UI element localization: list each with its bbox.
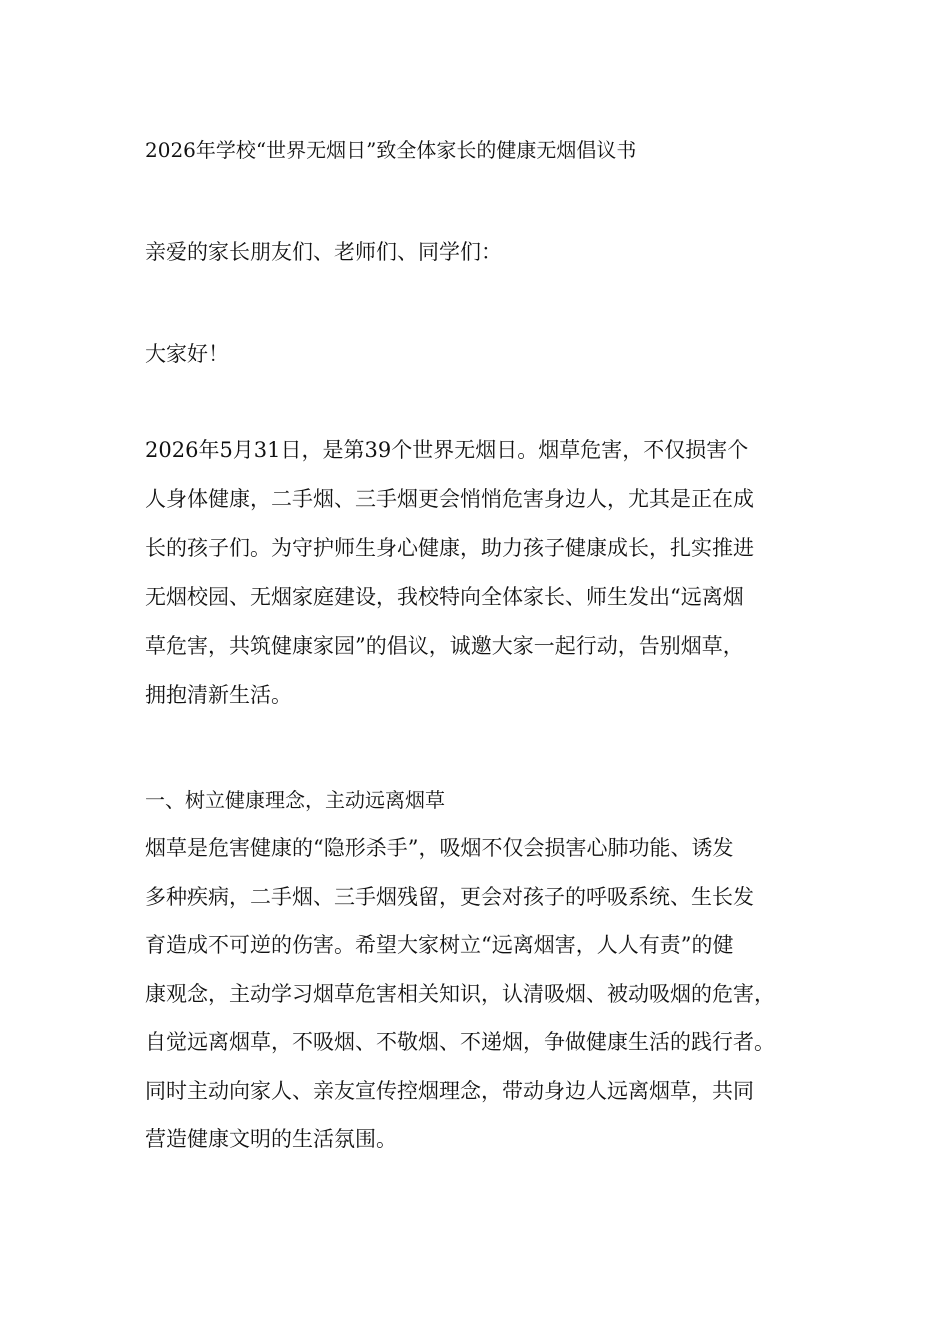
salutation: 亲爱的家长朋友们、老师们、同学们： — [145, 240, 502, 264]
paragraph-line: 育造成不可逆的伤害。希望大家树立“远离烟害，人人有责”的健 — [145, 933, 734, 957]
paragraph-line: 自觉远离烟草，不吸烟、不敬烟、不递烟，争做健康生活的践行者。 — [145, 1030, 775, 1054]
section-heading: 一、树立健康理念，主动远离烟草 — [145, 788, 445, 812]
paragraph-line: 多种疾病，二手烟、三手烟残留，更会对孩子的呼吸系统、生长发 — [145, 884, 754, 909]
paragraph-line: 同时主动向家人、亲友宣传控烟理念，带动身边人远离烟草，共同 — [145, 1078, 754, 1103]
greeting: 大家好！ — [145, 342, 229, 366]
paragraph-line: 烟草是危害健康的“隐形杀手”，吸烟不仅会损害心肺功能、诱发 — [145, 836, 734, 860]
paragraph-line: 人身体健康，二手烟、三手烟更会悄悄危害身边人，尤其是正在成 — [145, 487, 754, 511]
paragraph-line: 无烟校园、无烟家庭建设，我校特向全体家长、师生发出“远离烟 — [145, 585, 744, 609]
paragraph-line: 拥抱清新生活。 — [145, 683, 292, 707]
paragraph-line: 长的孩子们。为守护师生身心健康，助力孩子健康成长，扎实推进 — [145, 536, 754, 560]
paragraph-line: 2026年5月31日，是第39个世界无烟日。烟草危害，不仅损害个 — [145, 438, 749, 462]
paragraph-line: 营造健康文明的生活氛围。 — [145, 1127, 397, 1151]
intro-paragraph — [145, 435, 815, 729]
section-paragraph — [145, 833, 835, 1173]
paragraph-line: 草危害，共筑健康家园”的倡议，诚邀大家一起行动，告别烟草， — [145, 634, 744, 658]
document-title: 2026年学校“世界无烟日”致全体家长的健康无烟倡议书 — [145, 138, 637, 162]
paragraph-line: 康观念，主动学习烟草危害相关知识，认清吸烟、被动吸烟的危害， — [145, 981, 775, 1006]
